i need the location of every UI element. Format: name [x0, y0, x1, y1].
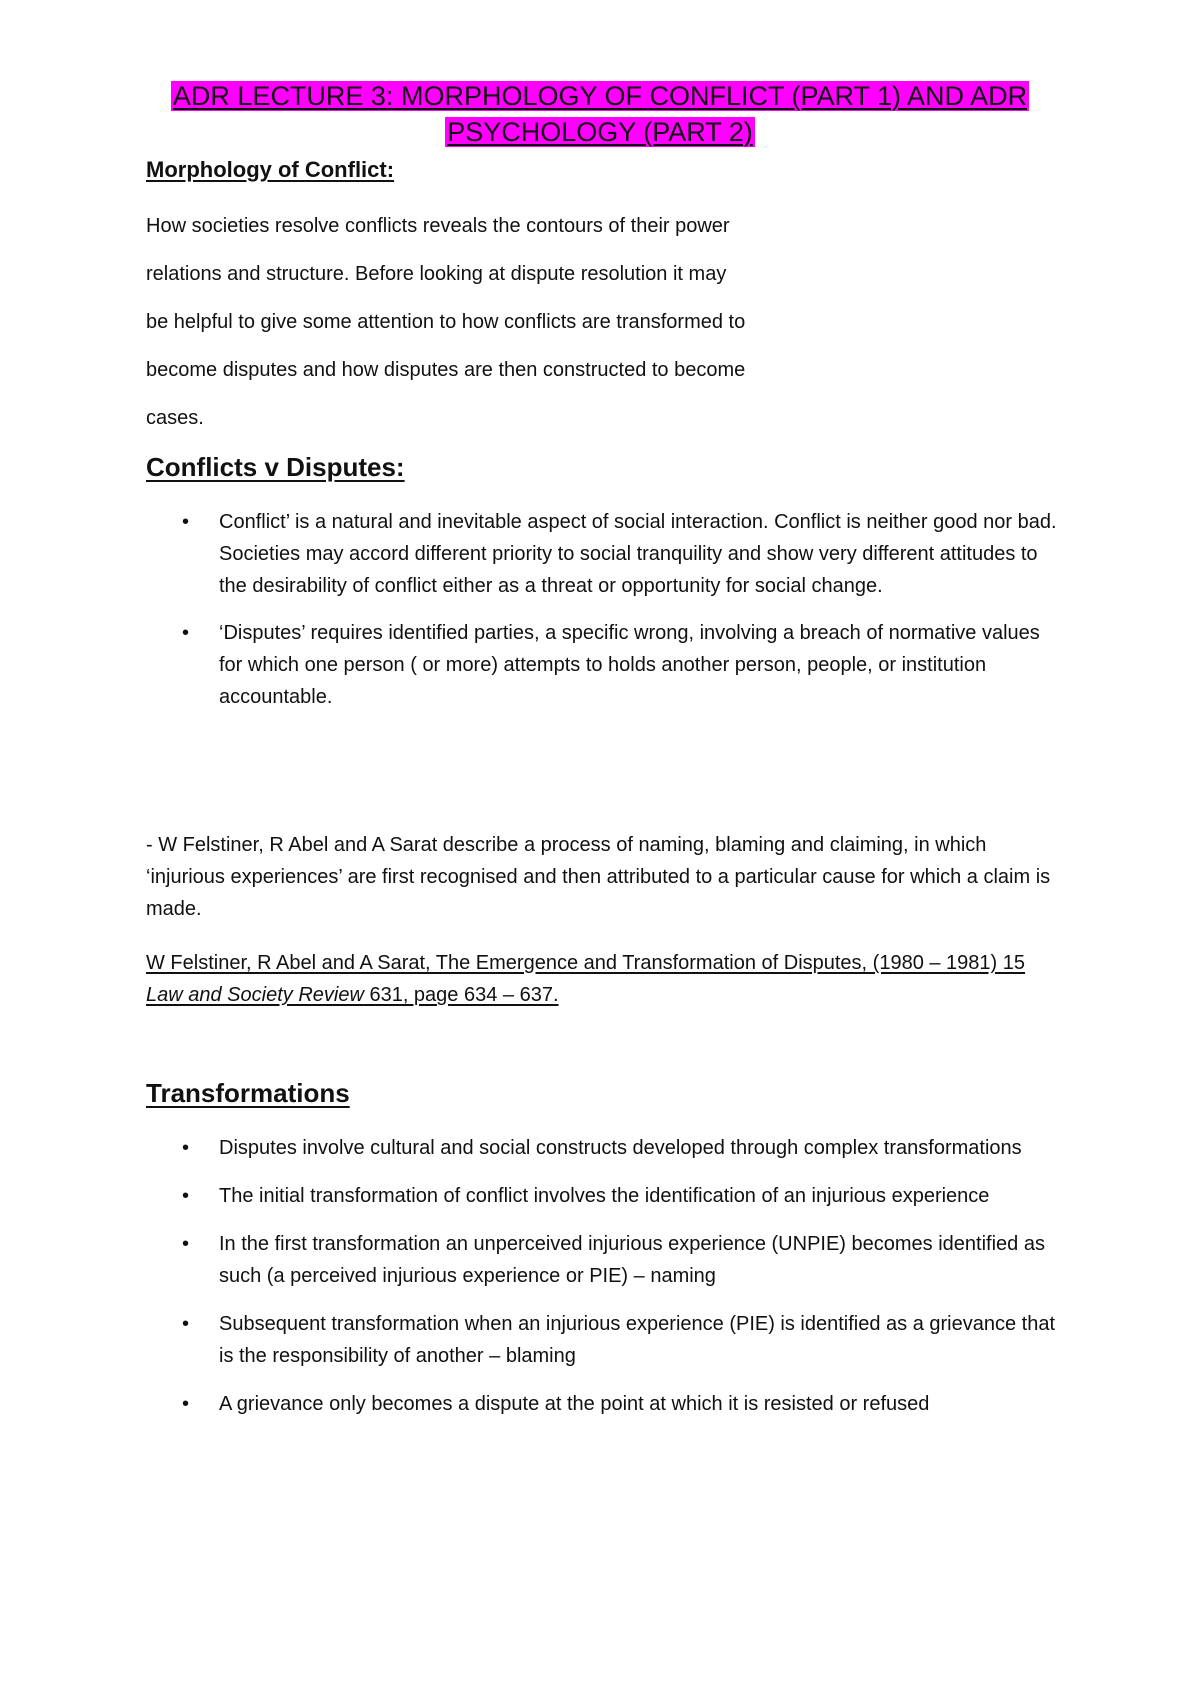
bullet-icon: • [182, 1137, 190, 1159]
list-item-text: ‘Disputes’ requires identified parties, a specific wrong, involving a breach of normative values for which one person ( or more) attempts to holds another person, people, or institution accountable. [219, 622, 1040, 708]
conflicts-list [146, 506, 1066, 713]
list-item-text: A grievance only becomes a dispute at the point at which it is resisted or refused [219, 1393, 930, 1415]
list-item [146, 617, 1066, 713]
citation-journal: Law and Society Review [146, 984, 364, 1006]
list-item [146, 1308, 1066, 1372]
citation-text: W Felstiner, R Abel and A Sarat, The Emergence and Transformation of Disputes, (1980 – 1981) 15 [146, 952, 1026, 974]
paragraph-line: become disputes and how disputes are then constructed to become [146, 359, 746, 381]
list-item [146, 1132, 1066, 1164]
bullet-icon: • [182, 1233, 190, 1255]
list-item-text: The initial transformation of conflict involves the identification of an injurious experience [219, 1185, 990, 1207]
title-line-1: ADR LECTURE 3: MORPHOLOGY OF CONFLICT (PART 1) AND ADR [172, 81, 1028, 111]
page-title [120, 78, 1080, 150]
bullet-icon: • [182, 511, 190, 533]
list-item [146, 506, 1066, 602]
bullet-icon: • [182, 1393, 190, 1415]
transformations-heading: Transformations [146, 1078, 350, 1108]
morphology-heading: Morphology of Conflict: [146, 157, 395, 182]
bullet-icon: • [182, 1313, 190, 1335]
paragraph-line: cases. [146, 407, 204, 429]
list-item [146, 1180, 1066, 1212]
list-item-text: Subsequent transformation when an injurious experience (PIE) is identified as a grievance that is the responsibility of another – blaming [219, 1313, 1056, 1367]
list-item-text: In the first transformation an unperceived injurious experience (UNPIE) becomes identified as such (a perceived injurious experience or PIE) – naming [219, 1233, 1045, 1287]
list-item [146, 1228, 1066, 1292]
list-item-text: Disputes involve cultural and social constructs developed through complex transformations [219, 1137, 1022, 1159]
conflicts-heading: Conflicts v Disputes: [146, 452, 405, 482]
citation [146, 947, 1046, 1011]
title-line-2: PSYCHOLOGY (PART 2) [447, 117, 753, 147]
paragraph-line: How societies resolve conflicts reveals the contours of their power [146, 215, 730, 237]
morphology-paragraph [146, 202, 866, 442]
list-item-text: Conflict’ is a natural and inevitable aspect of social interaction. Conflict is neither good nor bad. Societies may accord different priority to social tranquility and show very different attitudes to the desirability of conflict either as a threat or opportunity for social change. [219, 511, 1057, 597]
citation-pages: 631, page 634 – 637. [363, 984, 559, 1006]
bullet-icon: • [182, 622, 190, 644]
paragraph-line: be helpful to give some attention to how conflicts are transformed to [146, 311, 746, 333]
paragraph-line: relations and structure. Before looking at dispute resolution it may [146, 263, 727, 285]
list-item [146, 1388, 1066, 1420]
felstiner-paragraph: - W Felstiner, R Abel and A Sarat describe a process of naming, blaming and claiming, in which ‘injurious experiences’ are first recognised and then attributed to a particular cause for which a claim is made. [146, 834, 1051, 920]
transformations-list [146, 1132, 1066, 1420]
bullet-icon: • [182, 1185, 190, 1207]
